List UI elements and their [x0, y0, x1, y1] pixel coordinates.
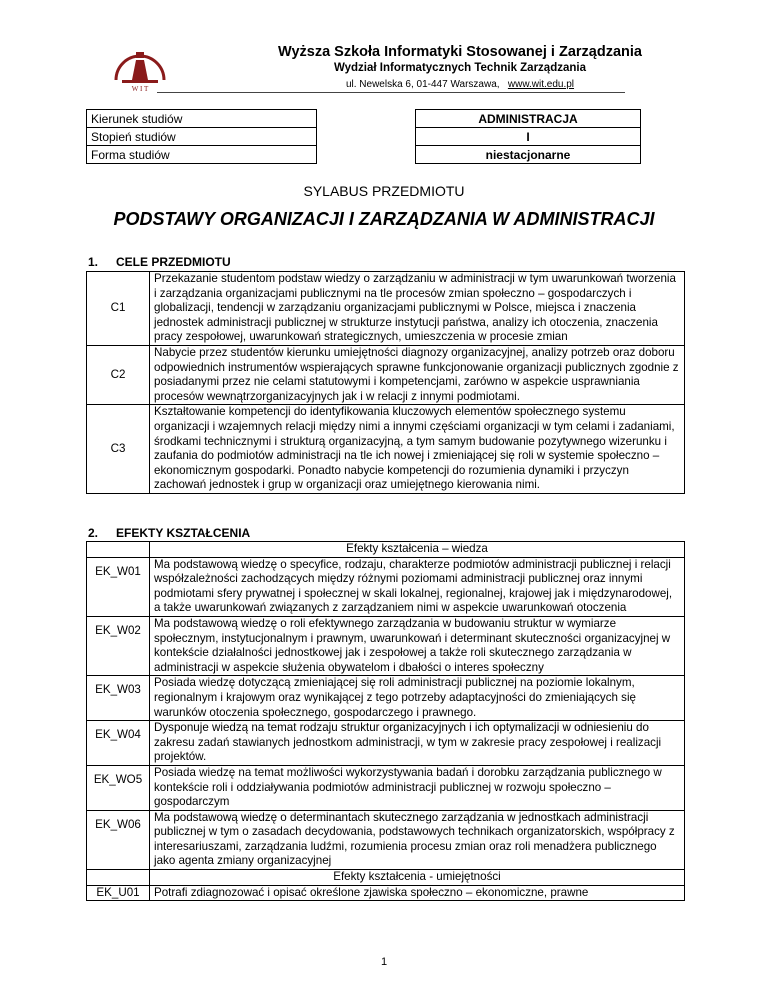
effect-code: EK_W02 [87, 616, 150, 675]
effect-text: Posiada wiedzę na temat możliwości wykorzystywania badań i dorobku zarządzania publicznego w kontekście roli i oddziaływania podmiotów administracji publicznej w rozwoju społeczno – gospodarczym [150, 765, 685, 810]
info-row [87, 110, 641, 128]
info-value: I [416, 128, 641, 146]
goal-text: Nabycie przez studentów kierunku umiejętności diagnozy organizacyjnej, analizy potrzeb oraz doboru odpowiednich instrumentów wspierających sprawne funkcjonowanie organizacji publicznych zgodnie z posiadanymi przez nie celami statutowymi i kompetencjami, zarówno w aspekcie usprawniania procesów wewnątrzorganizacyjnych jak i w relacji z innymi podmiotami. [150, 345, 685, 404]
school-name: Wyższa Szkoła Informatyki Stosowanej i Zarządzania [278, 44, 642, 60]
faculty-name: Wydział Informatycznych Technik Zarządzania [333, 62, 586, 74]
effect-text: Dysponuje wiedzą na temat rodzaju struktur organizacyjnych i ich optymalizacji w odniesieniu do zakresu zadań stawianych jednostkom administracji, w tym w zakresie pracy zespołowej i realizacji projektów. [150, 721, 685, 766]
logo-text: W I T [131, 85, 149, 92]
effect-row [87, 721, 685, 766]
website-link[interactable]: www.wit.edu.pl [507, 79, 575, 90]
effect-row [87, 557, 685, 616]
effect-text: Posiada wiedzę dotyczącą zmieniającej się roli administracji publicznej na poziomie lokalnym, regionalnym i krajowym oraz wynikającej z tego potrzeby adaptacyjności do zmieniających się warunków otoczenia społecznego, gospodarczego i prawnego. [150, 676, 685, 721]
goal-text: Przekazanie studentom podstaw wiedzy o zarządzaniu w administracji w tym uwarunkowań tworzenia i zarządzania organizacjami publicznymi na tle procesów zmian społeczno – gospodarczych i globalizacji, tendencji w zarządzaniu organizacjami publicznymi w Polsce, miejsca i znaczenia jednostek administracji publicznej w strukturze instytucji państwa, analizy ich otoczenia, znaczenia pracy zespołowej, uwarunkowań strategicznych, umieszczenia w procesie zmian [150, 272, 685, 346]
header-divider [157, 92, 625, 93]
page-number: 1 [380, 956, 388, 968]
effect-code: EK_W04 [87, 721, 150, 766]
effects-header-row [87, 870, 685, 886]
goals-table [86, 271, 685, 494]
study-info-table [86, 109, 641, 164]
address: ul. Newelska 6, 01-447 Warszawa, [345, 79, 500, 90]
skills-header: Efekty kształcenia - umiejętności [150, 870, 685, 886]
effect-row [87, 676, 685, 721]
effects-table [86, 541, 685, 901]
effects-header-row [87, 542, 685, 558]
section-title: EFEKTY KSZTAŁCENIA [116, 526, 251, 540]
knowledge-header: Efekty kształcenia – wiedza [150, 542, 685, 558]
goal-row [87, 272, 685, 346]
info-row [87, 146, 641, 164]
effect-row [87, 885, 685, 901]
goal-row [87, 345, 685, 404]
info-label: Stopień studiów [87, 128, 317, 146]
goal-code: C3 [87, 405, 150, 494]
effect-row [87, 765, 685, 810]
effect-text: Potrafi zdiagnozować i opisać określone zjawiska społeczno – ekonomiczne, prawne [150, 885, 685, 901]
course-title: PODSTAWY ORGANIZACJI I ZARZĄDZANIA W ADMINISTRACJI [113, 209, 655, 229]
effect-text: Ma podstawową wiedzę o determinantach skutecznego zarządzania w jednostkach administracji publicznej w tym o zasadach decydowania, podstawowych technikach organizatorskich, współpracy z interesariuszami, zarządzania ludźmi, rozumienia procesu zmian oraz roli menadżera publicznego jako agenta zmiany organizacyjnej [150, 810, 685, 869]
effect-text: Ma podstawową wiedzę o roli efektywnego zarządzania w budowaniu struktur w wymiarze społecznym, instytucjonalnym i prawnym, uwarunkowań i determinant skuteczności organizacyjnej w kontekście działalności jednostkowej jak i zespołowej a także roli skutecznego zarządzania w administracji w aspekcie służenia obywatelom i dbałości o interes społeczny [150, 616, 685, 675]
effect-row [87, 810, 685, 869]
section-title: CELE PRZEDMIOTU [116, 255, 231, 269]
goal-row [87, 405, 685, 494]
goal-text: Kształtowanie kompetencji do identyfikowania kluczowych elementów społecznego systemu organizacji i wzajemnych relacji między nimi a innymi częściami organizacji w tym celami i zadaniami, środkami technicznymi i strukturą organizacyjną, a tym samym budowanie pozytywnego wizerunku i zaufania do podmiotów administracji na tle ich nowej i zmieniającej się roli w systemie społeczno – ekonomicznym gospodarki. Ponadto nabycie kompetencji do rozumienia dynamiki i przyczyn zachowań jednostek i grup w organizacji oraz umiejętnego kierowania nimi. [150, 405, 685, 494]
effect-code: EK_W03 [87, 676, 150, 721]
section-heading-goals [88, 255, 231, 269]
effect-text: Ma podstawową wiedzę o specyfice, rodzaju, charakterze podmiotów administracji publicznej i relacji współzależności zachodzących między różnymi poziomami administracji publicznej oraz innymi podmiotami sfery prywatnej i społecznej w skali lokalnej, regionalnej, krajowej jak i międzynarodowej, a także uwarunkowań związanych z zarządzaniem nimi w aspekcie uwarunkowań otoczenia [150, 557, 685, 616]
school-logo [110, 40, 170, 92]
info-row [87, 128, 641, 146]
effect-code: EK_U01 [87, 885, 150, 901]
address-line [180, 79, 740, 90]
info-value: ADMINISTRACJA [416, 110, 641, 128]
goal-code: C2 [87, 345, 150, 404]
effect-code: EK_WO5 [87, 765, 150, 810]
effect-code: EK_W06 [87, 810, 150, 869]
section-number: 1. [88, 255, 99, 269]
syllabus-label: SYLABUS PRZEDMIOTU [303, 183, 465, 199]
effect-code: EK_W01 [87, 557, 150, 616]
section-number: 2. [88, 526, 99, 540]
info-label: Kierunek studiów [87, 110, 317, 128]
info-value: niestacjonarne [416, 146, 641, 164]
section-heading-effects [88, 526, 250, 540]
goal-code: C1 [87, 272, 150, 346]
info-label: Forma studiów [87, 146, 317, 164]
effect-row [87, 616, 685, 675]
